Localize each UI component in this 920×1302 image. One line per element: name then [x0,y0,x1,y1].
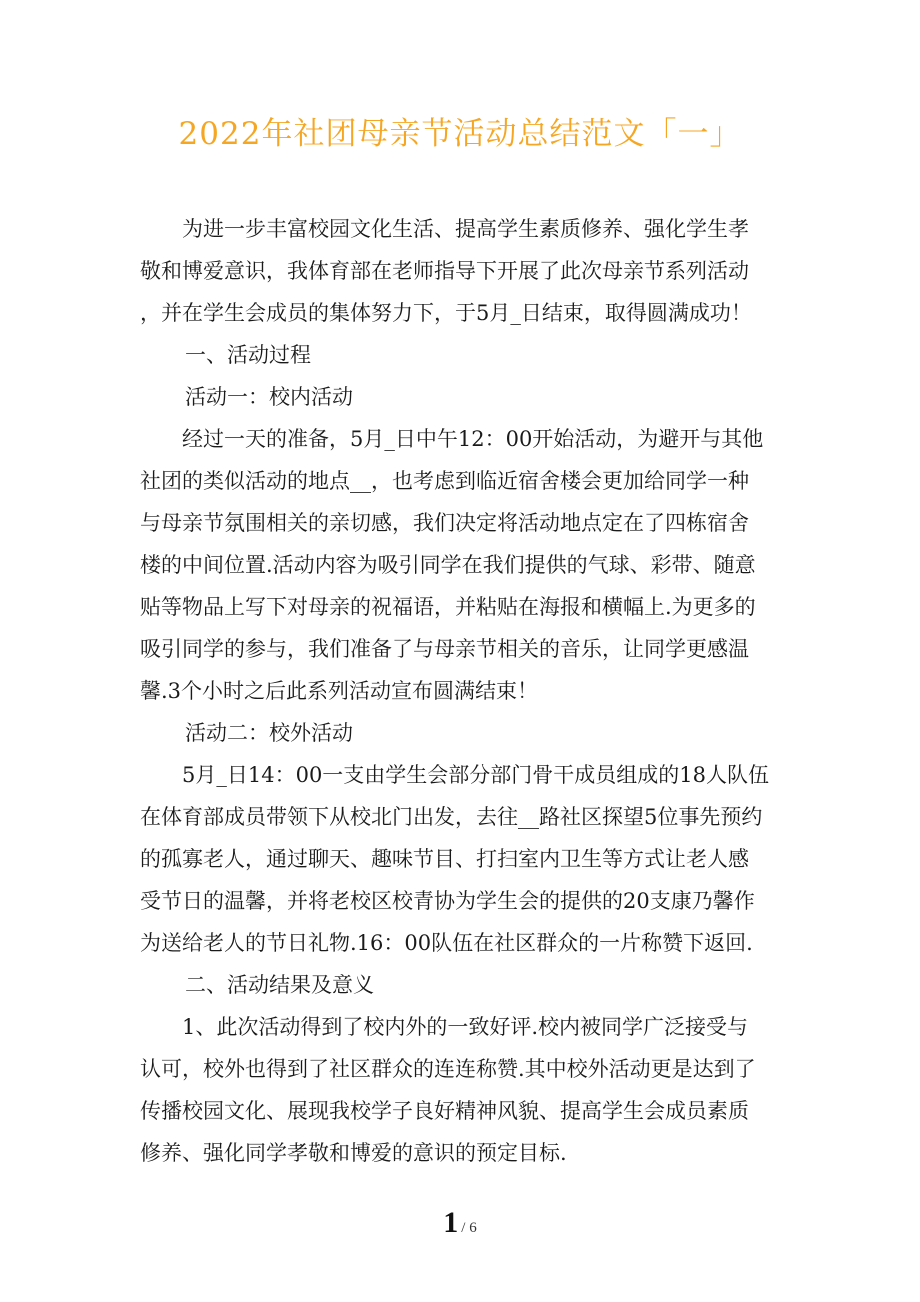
activity-two-heading: 活动二：校外活动 [185,721,353,745]
document-title: 2022年社团母亲节活动总结范文「一」 [178,116,742,152]
results-paragraph: 1、此次活动得到了校内外的一致好评.校内被同学广泛接受与 认可，校外也得到了社区群众的连连称赞.其中校外活动更是达到了 传播校园文化、展现我校学子良好精神风貌、提高学生会成员素质 修养、强化同学孝敬和博爱的意识的预定目标. [140,1015,756,1165]
section-heading-process: 一、活动过程 [185,343,311,367]
section-heading-results: 二、活动结果及意义 [185,973,374,997]
document-body [140,208,780,1174]
current-page-number: 1 [443,1206,459,1239]
page-number [0,1206,920,1240]
activity-two-paragraph: 5月_日14：00一支由学生会部分部门骨干成员组成的18人队伍 在体育部成员带领下从校北门出发，去往__路社区探望5位事先预约 的孤寡老人，通过聊天、趣味节目、打扫室内卫生等方式让老人感 受节日的温馨，并将老校区校青协为学生会的提供的20支康乃馨作 为送给老人的节日礼物.16：00队伍在社区群众的一片称赞下返回. [140,763,770,955]
total-pages: / 6 [461,1220,477,1236]
activity-one-paragraph: 经过一天的准备，5月_日中午12：00开始活动，为避开与其他 社团的类似活动的地点__，也考虑到临近宿舍楼会更加给同学一种 与母亲节氛围相关的亲切感，我们决定将活动地点定在了四栋宿舍 楼的中间位置.活动内容为吸引同学在我们提供的气球、彩带、随意 贴等物品上写下对母亲的祝福语，并粘贴在海报和横幅上.为更多的 吸引同学的参与，我们准备了与母亲节相关的音乐，让同学更感温 馨.3个小时之后此系列活动宣布圆满结束！ [140,427,764,703]
intro-paragraph: 为进一步丰富校园文化生活、提高学生素质修养、强化学生孝 敬和博爱意识，我体育部在老师指导下开展了此次母亲节系列活动 ，并在学生会成员的集体努力下，于5月_日结束，取得圆满成功！ [140,217,752,325]
activity-one-heading: 活动一：校内活动 [185,385,353,409]
